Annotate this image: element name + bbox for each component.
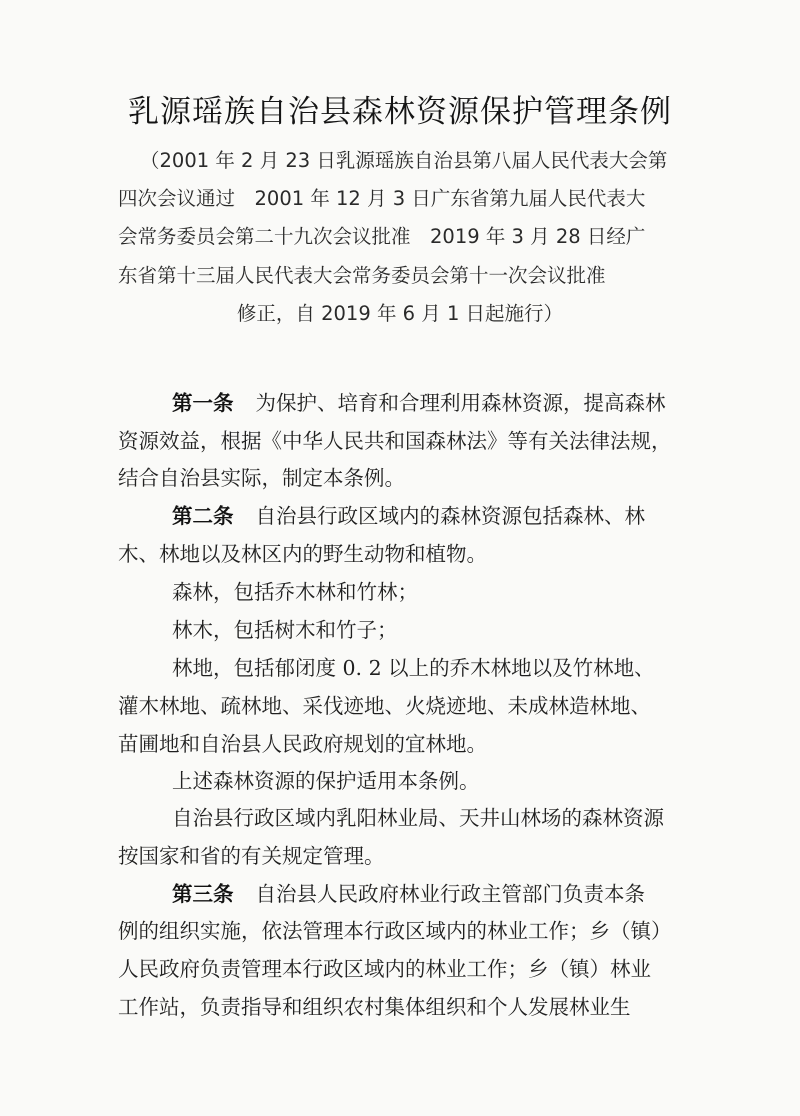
article-3-label: 第三条 [172,882,234,906]
subtitle-line: （2001 年 2 月 23 日乳源瑶族自治县第八届人民代表大会第 [140,149,668,172]
article-3-first-line [172,877,702,907]
article-3-line: 工作站，负责指导和组织农村集体组织和个人发展林业生 [118,995,631,1019]
article-1-text: 为保护、培育和合理利用森林资源，提高森林 [255,391,666,415]
article-2-paragraph: 林木，包括树木和竹子； [172,618,398,642]
article-2-label: 第二条 [172,504,234,528]
article-1-first-line [172,386,702,416]
article-1-line: 结合自治县实际，制定本条例。 [118,466,405,490]
article-2-paragraph: 森林，包括乔木林和竹林； [172,580,418,604]
article-1-line: 资源效益，根据《中华人民共和国森林法》等有关法律法规， [118,429,672,453]
subtitle-line: 会常务委员会第二十九次会议批准 2019 年 3 月 28 日经广 [118,225,646,248]
exception-line: 自治县行政区域内乳阳林业局、天井山林场的森林资源 [172,806,664,830]
subtitle-line: 四次会议通过 2001 年 12 月 3 日广东省第九届人民代表大 [118,187,646,210]
scope-paragraph: 上述森林资源的保护适用本条例。 [172,769,480,793]
article-3-line: 例的组织实施，依法管理本行政区域内的林业工作；乡（镇） [118,919,672,943]
document-title: 乳源瑶族自治县森林资源保护管理条例 [128,94,672,130]
forestland-line: 林地，包括郁闭度 0. 2 以上的乔木林地以及竹林地、 [172,656,655,680]
subtitle-line: 东省第十三届人民代表大会常务委员会第十一次会议批准 [118,264,606,287]
article-2-line: 木、林地以及林区内的野生动物和植物。 [118,542,487,566]
exception-line: 按国家和省的有关规定管理。 [118,844,385,868]
article-3-text: 自治县人民政府林业行政主管部门负责本条 [255,882,645,906]
forestland-line: 苗圃地和自治县人民政府规划的宜林地。 [118,732,487,756]
forestland-line: 灌木林地、疏林地、采伐迹地、火烧迹地、未成林造林地、 [118,694,651,718]
article-3-line: 人民政府负责管理本行政区域内的林业工作；乡（镇）林业 [118,957,651,981]
subtitle-line: 修正，自 2019 年 6 月 1 日起施行） [236,302,564,325]
article-2-text: 自治县行政区域内的森林资源包括森林、林 [255,504,645,528]
article-1-label: 第一条 [172,391,234,415]
article-2-first-line [172,499,702,529]
